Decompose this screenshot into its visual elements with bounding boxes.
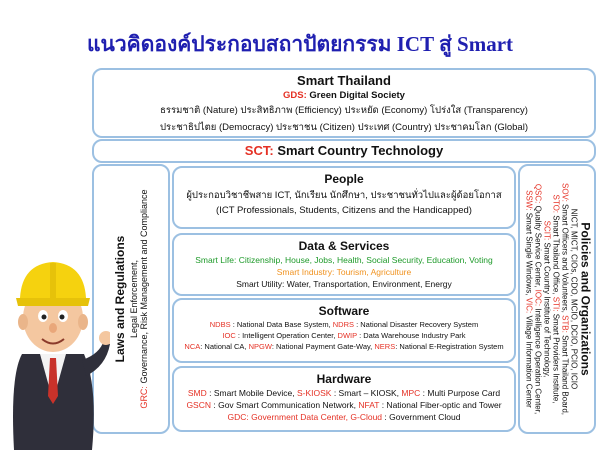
hardware-box [172,366,516,432]
grc-label: Governance, Risk Management and Compliance [139,189,149,384]
values-line-2: ประชาธิปไตย (Democracy) ประชาชน (Citizen) ประเทศ (Country) ประชาคมโลก (Global) [160,122,528,133]
smart-life-line: Smart Life: Citizenship, House, Jobs, Health, Social Security, Education, Voting [195,255,493,265]
sti-code: STI: [551,296,561,312]
sct-label: Smart Country Technology [277,143,444,158]
sct-box [92,139,596,163]
nfat-label: : National Fiber-optic and Tower [379,400,502,410]
policies-box [518,164,596,434]
grc-code: GRC: [139,386,149,409]
gcloud-code: G-Cloud [350,412,383,422]
sto-code: STO: [551,194,561,214]
policies-line-5 [534,168,543,430]
hardware-line-1 [174,388,514,398]
policies-text [524,168,593,430]
gds-line [94,90,594,101]
policies-line-4 [543,168,552,430]
ioc-sw-code: IOC [222,331,236,340]
skiosk-code: S-KIOSK [296,388,332,398]
ndbs-code: NDBS [209,320,231,329]
ssw-code: SSW: [524,190,534,211]
policies-line-3 [552,168,561,430]
sto-label: Smart Thailand Office, [551,215,561,295]
stb-label: Smart Thailand Board, [560,335,570,415]
policies-line-6 [525,168,534,430]
gscn-label: : Gov Smart Communication Network, [211,400,359,410]
qsc-label: Quality Service Center, [533,205,543,288]
hardware-line-3 [174,412,514,422]
laws-heading: Laws and Regulations [113,235,127,363]
software-box [172,298,516,363]
policies-line-1: NICT, MICT, CIOs, CDO, MCIO, DCIO, PCIO, ICIO [569,208,579,390]
laws-line-1: Legal Enforcement, [129,259,139,339]
sct-code: SCT: [244,143,274,158]
skiosk-label: : Smart – KIOSK, [331,388,402,398]
smart-thailand-box [92,68,596,138]
page-title: แนวคิดองค์ประกอบสถาปัตยกรรม ICT สู่ Smart [86,32,514,56]
data-services-heading: Data & Services [298,239,390,253]
nca-code: NCA [184,342,201,351]
mpc-code: MPC [401,388,421,398]
laws-text [113,168,149,430]
ioc-code: IOC: [533,289,543,307]
software-line-3 [174,342,514,351]
people-line-2: (ICT Professionals, Students, Citizens and the Handicapped) [216,205,472,216]
smart-thailand-heading: Smart Thailand [297,73,391,88]
values-line-1: ธรรมชาติ (Nature) ประสิทธิภาพ (Efficiency) ประหยัด (Economy) โปร่งใส (Transparency) [160,105,528,116]
qsc-code: QSC: [533,183,543,204]
nfat-code: NFAT [358,400,380,410]
smd-code: SMD [187,388,207,398]
sti-label: Smart Providers Institute, [551,313,561,404]
ssw-label: Smart Single Windows, [524,212,534,296]
scit-code: SCIT: [542,220,552,241]
nca-label: : National CA, [200,342,249,351]
ndrs-label: : National Disaster Recovery System [354,320,479,329]
sov-label: Smart Officers and Volunteers, [560,204,570,313]
gdc-code: GDC [227,412,247,422]
gds-code: GDS: [283,90,307,101]
mpc-label: : Multi Purpose Card [420,388,501,398]
data-services-box [172,233,516,296]
vic-code: VIC: [524,297,534,314]
smd-label: : Smart Mobile Device, [206,388,297,398]
ndbs-label: : National Data Base System, [230,320,333,329]
sov-code: SOV: [560,182,570,202]
stb-code: STB: [560,315,570,333]
laws-grc-line [139,168,149,430]
dwip-code: DWIP [337,331,357,340]
hardware-line-2 [174,400,514,410]
vic-label: Village Information Center [524,315,534,408]
policies-line-2 [561,168,570,430]
software-line-1 [174,320,514,329]
hardware-heading: Hardware [316,372,372,386]
npgw-code: NPGW [248,342,272,351]
gdc-label: : Government Data Center, [246,412,351,422]
ners-label: : National E-Registration System [395,342,504,351]
gscn-code: GSCN [186,400,211,410]
engineer-character [0,236,110,450]
smart-utility-line: Smart Utility: Water, Transportation, Environment, Energy [236,279,452,289]
ndrs-code: NDRS [332,320,355,329]
people-box [172,166,516,229]
ioc-label: Intelligence Operation Center, [533,308,543,415]
people-heading: People [324,172,364,186]
policies-heading: Policies and Organizations [578,222,593,376]
people-line-1: ผู้ประกอบวิชาชีพสาย ICT, นักเรียน นักศึกษา, ประชาชนทั่วไปและผู้ด้อยโอกาส [186,190,502,201]
ners-code: NERS [374,342,396,351]
software-line-2 [174,331,514,340]
gds-label: Green Digital Society [309,90,405,101]
software-heading: Software [318,304,370,318]
scit-label: Smart Country Institute of Technology, [542,242,552,378]
gcloud-label: : Government Cloud [382,412,461,422]
smart-industry-line: Smart Industry: Tourism, Agriculture [276,267,412,277]
dwip-label: : Data Warehouse Industry Park [357,331,466,340]
ioc-sw-label: : Intelligent Operation Center, [235,331,338,340]
npgw-label: : National Payment Gate-Way, [271,342,375,351]
